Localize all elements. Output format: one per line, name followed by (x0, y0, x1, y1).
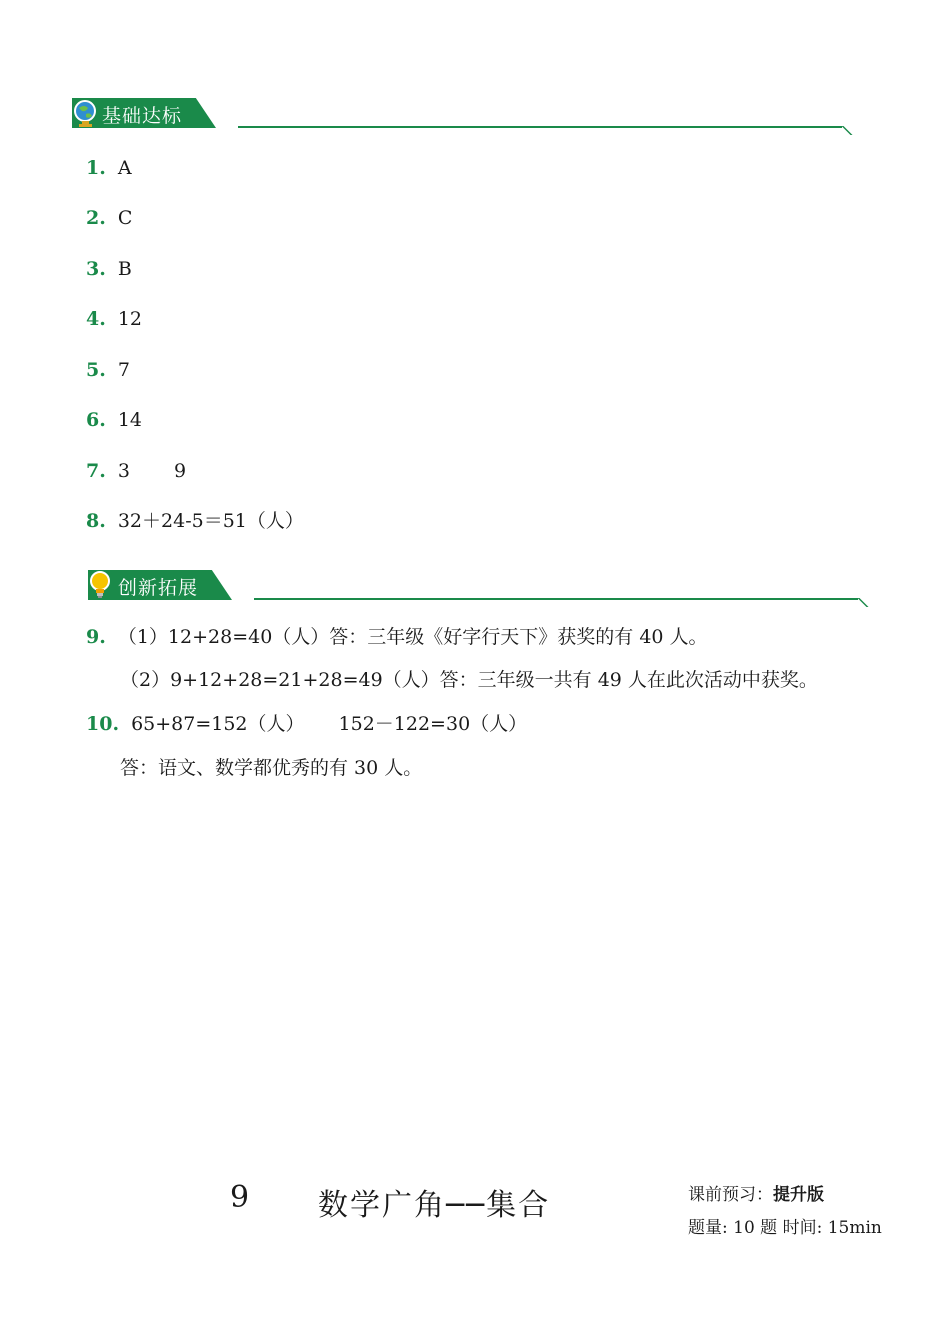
answer-item-2 (86, 206, 132, 230)
question-number: 2. (86, 207, 106, 229)
lightbulb-icon (88, 570, 116, 600)
section-title: 基础达标 (102, 105, 183, 127)
answer-item-1 (86, 156, 132, 180)
question-number: 8. (86, 510, 106, 532)
answer-item-9 (86, 625, 708, 649)
answer-text: 14 (117, 409, 143, 431)
question-count: 题量: 10 题 (688, 1218, 778, 1238)
meta-row (688, 1213, 882, 1238)
question-number: 9. (86, 626, 106, 648)
answer-text: 12 (117, 308, 143, 330)
answer-text-2: 152－122=30（人） (338, 713, 528, 735)
answer-item-4 (86, 307, 142, 331)
answer-item-5 (86, 358, 130, 382)
answer-item-3 (86, 257, 132, 281)
question-number: 10. (86, 713, 120, 735)
section-rule-end (849, 598, 869, 607)
answer-text: 7 (117, 359, 130, 381)
section-header-extension (88, 570, 868, 604)
preview-label-row (688, 1180, 824, 1205)
answer-item-6 (86, 408, 142, 432)
answer-text: 3 (117, 460, 130, 482)
unit-title: 数学广角──集合 (318, 1188, 551, 1223)
question-number: 5. (86, 359, 106, 381)
answer-text: C (117, 207, 133, 229)
answer-text: 65+87=152（人） (131, 713, 305, 735)
question-number: 1. (86, 157, 106, 179)
answer-item-7 (86, 459, 186, 483)
answer-text: B (117, 258, 132, 280)
preview-level: 提升版 (773, 1185, 824, 1205)
answer-text-2: 9 (173, 460, 187, 482)
unit-number: 9 (230, 1180, 250, 1215)
preview-label: 课前预习： (688, 1185, 773, 1205)
section-header-basic (72, 98, 852, 132)
section-rule (238, 126, 842, 128)
answer-item-10-conclusion: 答：语文、数学都优秀的有 30 人。 (120, 757, 423, 779)
answer-item-9-part2: （2）9+12+28=21+28=49（人）答：三年级一共有 49 人在此次活动中获奖。 (120, 669, 818, 691)
question-number: 7. (86, 460, 106, 482)
section-title: 创新拓展 (118, 577, 199, 599)
section-rule-end (833, 126, 853, 135)
answer-text: A (117, 157, 132, 179)
section-rule (254, 598, 858, 600)
question-number: 6. (86, 409, 106, 431)
answer-text: （1）12+28=40（人）答：三年级《好字行天下》获奖的有 40 人。 (117, 626, 708, 648)
answer-item-10 (86, 712, 527, 736)
time-limit: 时间: 15min (782, 1218, 882, 1238)
question-number: 3. (86, 258, 106, 280)
answer-item-8 (86, 509, 304, 533)
answer-text: 32＋24-5＝51（人） (117, 510, 304, 532)
question-number: 4. (86, 308, 106, 330)
globe-icon (72, 98, 100, 128)
